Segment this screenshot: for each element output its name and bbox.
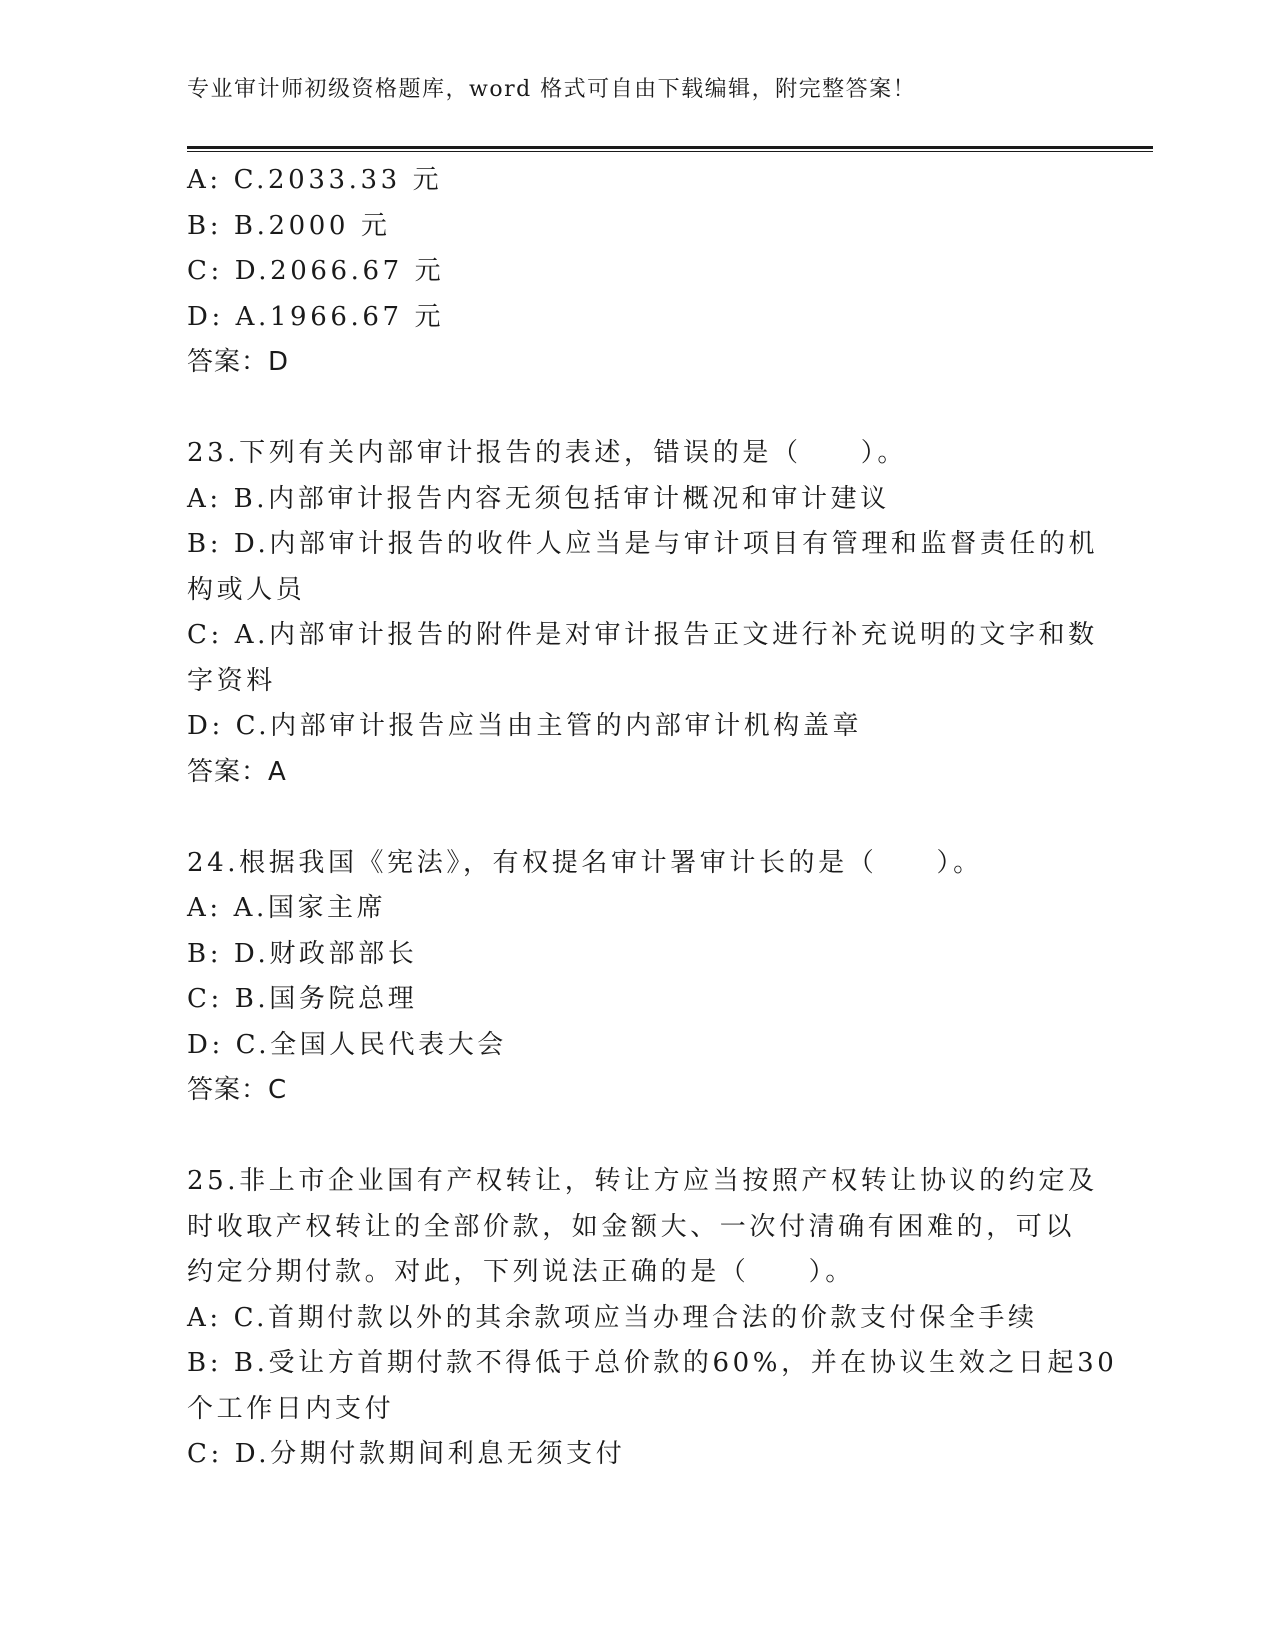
question-block-24 [187,841,1087,1114]
option-line: C: D.2066.67 元 [187,256,445,286]
option-line: B: D.内部审计报告的收件人应当是与审计项目有管理和监督责任的机 [187,529,1099,559]
answer-line: 答案：C [187,1075,288,1105]
question-block-25 [187,1159,1118,1478]
option-line: C: B.国务院总理 [187,984,418,1014]
question-stem: 24.根据我国《宪法》，有权提名审计署审计长的是（ ）。 [187,847,983,878]
question-content [187,158,1118,1478]
block-spacer [187,386,1087,432]
option-line: A: A.国家主席 [187,893,387,923]
option-line: B: D.财政部部长 [187,938,418,969]
header-rule-thick [187,146,1153,149]
option-line-continued: 个工作日内支付 [187,1393,395,1424]
option-line: A: C.首期付款以外的其余款项应当办理合法的价款支付保全手续 [187,1302,1038,1333]
option-line: B: B.受让方首期付款不得低于总价款的60%，并在协议生效之日起30 [187,1348,1118,1378]
option-line-continued: 字资料 [187,665,276,696]
option-line: C: A.内部审计报告的附件是对审计报告正文进行补充说明的文字和数 [187,620,1098,650]
question-stem: 25.非上市企业国有产权转让，转让方应当按照产权转让协议的约定及 [187,1166,1098,1196]
question-stem-continued: 时收取产权转让的全部价款，如金额大、一次付清确有困难的，可以 [187,1211,1076,1242]
answer-line: 答案：A [187,756,287,787]
option-line-continued: 构或人员 [187,574,306,605]
option-line: B: B.2000 元 [187,210,391,241]
option-line: A: C.2033.33 元 [187,165,443,195]
block-spacer [187,795,1087,841]
option-line: A: B.内部审计报告内容无须包括审计概况和审计建议 [187,483,890,514]
block-spacer [187,1114,1087,1160]
header-rule-thin [187,151,1153,152]
option-line: D: C.全国人民代表大会 [187,1029,507,1060]
question-block-23 [187,431,1099,795]
option-line: D: C.内部审计报告应当由主管的内部审计机构盖章 [187,711,863,741]
question-stem: 23.下列有关内部审计报告的表述，错误的是（ ）。 [187,438,907,468]
answer-line: 答案：D [187,347,290,377]
option-line: C: D.分期付款期间利息无须支付 [187,1439,626,1469]
question-stem-continued: 约定分期付款。对此，下列说法正确的是（ ）。 [187,1257,855,1287]
question-block-22 [187,158,1087,386]
page-header: 专业审计师初级资格题库，word 格式可自由下载编辑，附完整答案！ [187,77,917,102]
option-line: D: A.1966.67 元 [187,301,445,332]
